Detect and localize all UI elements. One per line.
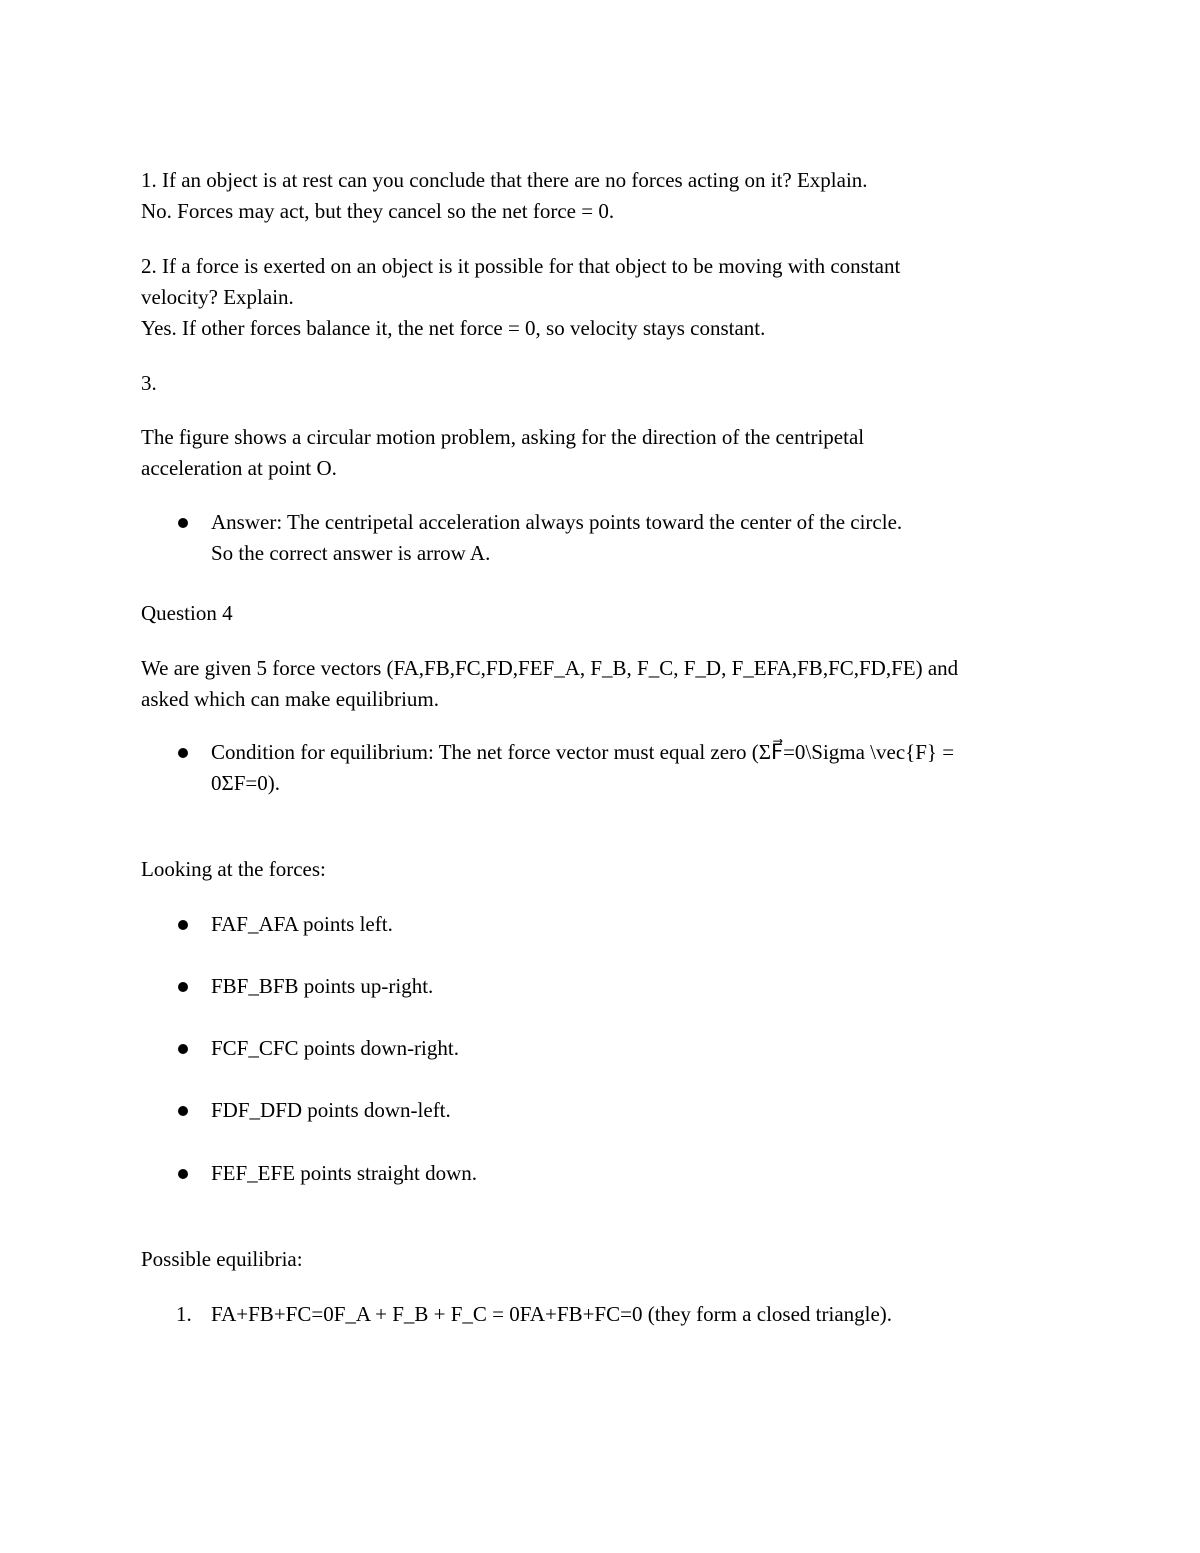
q4-heading: Question 4 <box>141 601 233 625</box>
force-item: FBF_BFB points up-right. <box>211 974 434 998</box>
q2-answer: Yes. If other forces balance it, the net force = 0, so velocity stays constant. <box>141 316 766 340</box>
bullet-icon <box>178 1044 188 1054</box>
q3-description-line1: The figure shows a circular motion problem, asking for the direction of the centripetal <box>141 425 865 449</box>
q3-answer-line1: Answer: The centripetal acceleration always points toward the center of the circle. <box>211 510 903 534</box>
q3-answer-line2: So the correct answer is arrow A. <box>211 541 491 565</box>
bullet-icon <box>178 982 188 992</box>
q4-condition-line2: 0ΣF=0). <box>211 771 280 795</box>
q4-intro-line2: asked which can make equilibrium. <box>141 687 439 711</box>
bullet-icon <box>178 518 188 528</box>
q3-description-line2: acceleration at point O. <box>141 456 337 480</box>
force-item: FAF_AFA points left. <box>211 912 393 936</box>
force-item: FEF_EFE points straight down. <box>211 1161 478 1185</box>
force-item: FDF_DFD points down-left. <box>211 1098 451 1122</box>
bullet-icon <box>178 1106 188 1116</box>
equilibrium-number: 1. <box>176 1302 192 1326</box>
q4-intro-line1: We are given 5 force vectors (FA,FB,FC,FD,FEF_A, F_B, F_C, F_D, F_EFA,FB,FC,FD,FE) and <box>141 656 959 680</box>
q4-possible: Possible equilibria: <box>141 1247 303 1271</box>
force-item: FCF_CFC points down-right. <box>211 1036 459 1060</box>
q4-condition-line1: Condition for equilibrium: The net force vector must equal zero (ΣF⃗=0\Sigma \vec{F} = <box>211 740 955 764</box>
bullet-icon <box>178 1169 188 1179</box>
q3-number: 3. <box>141 371 157 395</box>
bullet-icon <box>178 920 188 930</box>
q2-question-line1: 2. If a force is exerted on an object is it possible for that object to be moving with constant <box>141 254 901 278</box>
bullet-icon <box>178 748 188 758</box>
equilibrium-item: FA+FB+FC=0F_A + F_B + F_C = 0FA+FB+FC=0 (they form a closed triangle). <box>211 1302 893 1326</box>
q1-question: 1. If an object is at rest can you conclude that there are no forces acting on it? Explain. <box>141 168 868 192</box>
q2-question-line2: velocity? Explain. <box>141 285 294 309</box>
q4-looking: Looking at the forces: <box>141 857 326 881</box>
q1-answer: No. Forces may act, but they cancel so the net force = 0. <box>141 199 615 223</box>
